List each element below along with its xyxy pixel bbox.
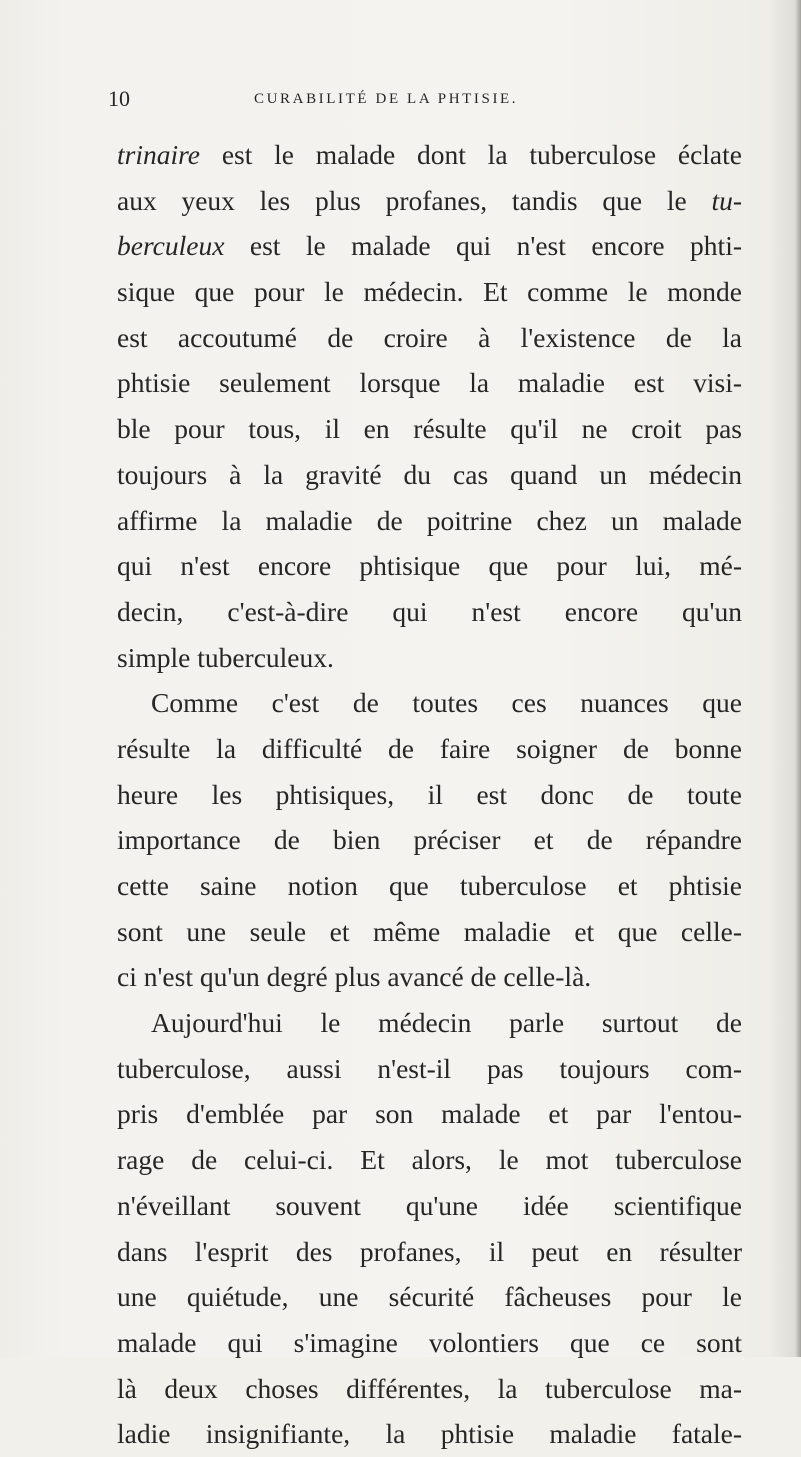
text-line-plain: sique que pour le médecin. Et comme le monde (117, 276, 742, 308)
text-line (117, 223, 742, 269)
text-line-plain: cette saine notion que tuberculose et phtisie (117, 870, 742, 901)
text-line (117, 772, 742, 818)
text-line-plain-after: est le malade dont la tuberculose éclate (200, 139, 742, 170)
text-line-plain: rage de celui-ci. Et alors, le mot tuberculose (117, 1144, 742, 1176)
text-line-plain: une quiétude, une sécurité fâcheuses pour le (117, 1281, 742, 1313)
text-line-plain: résulte la difficulté de faire soigner de bonne (117, 732, 742, 764)
text-line (117, 1183, 742, 1229)
text-line-plain: pris d'emblée par son malade et par l'entou- (117, 1098, 742, 1130)
text-line (117, 178, 742, 224)
text-line (117, 1091, 742, 1137)
text-line-plain: est accoutumé de croire à l'existence de la (117, 321, 742, 353)
text-line (117, 360, 742, 406)
text-line-plain: sont une seule et même maladie et que celle- (117, 915, 742, 947)
text-line-plain: ci n'est qu'un degré plus avancé de celle-là. (117, 961, 592, 993)
text-line-plain: simple tuberculeux. (117, 641, 334, 673)
text-line-plain: heure les phtisiques, il est donc de toute (117, 778, 742, 810)
text-line (117, 315, 742, 361)
page-number: 10 (108, 86, 130, 111)
text-line-plain: là deux choses différentes, la tuberculose ma- (117, 1372, 742, 1404)
text-line-plain: affirme la maladie de poitrine chez un malade (117, 504, 742, 536)
text-line-plain: dans l'esprit des profanes, il peut en résulter (117, 1235, 742, 1267)
text-line (117, 726, 742, 772)
text-line (117, 1411, 742, 1457)
text-line (117, 452, 742, 498)
text-line-plain: importance de bien préciser et de répandre (117, 824, 742, 856)
text-line-plain: ble pour tous, il en résulte qu'il ne croit pas (117, 413, 742, 445)
text-line (117, 1274, 742, 1320)
text-line-italic: trinaire (117, 139, 201, 170)
text-line-italic: berculeux (117, 230, 225, 262)
text-line (117, 909, 742, 955)
text-line (117, 498, 742, 544)
text-line (117, 680, 742, 726)
text-line (117, 1137, 742, 1183)
text-line-plain-after: est le malade qui n'est encore phti- (224, 230, 742, 262)
text-line (117, 406, 742, 452)
text-line-plain: Comme c'est de toutes ces nuances que (151, 687, 742, 719)
text-line-plain: aux yeux les plus profanes, tandis que le (117, 184, 712, 216)
text-line-plain: tuberculose, aussi n'est-il pas toujours com- (117, 1052, 742, 1084)
text-line (117, 863, 742, 909)
text-line-plain: decin, c'est-à-dire qui n'est encore qu'un (117, 595, 742, 627)
text-line (117, 954, 742, 1000)
text-line (117, 817, 742, 863)
text-line-plain: Aujourd'hui le médecin parle surtout de (151, 1007, 742, 1039)
text-line (117, 1046, 742, 1092)
running-title: CURABILITÉ DE LA PHTISIE. (254, 91, 519, 107)
text-line (117, 1320, 742, 1366)
running-header (108, 86, 748, 116)
text-line (117, 543, 742, 589)
text-line (117, 269, 742, 315)
text-line (117, 1000, 742, 1046)
text-line-plain: qui n'est encore phtisique que pour lui, mé- (117, 550, 742, 582)
text-line (117, 1366, 742, 1412)
text-line (117, 1229, 742, 1275)
text-line (117, 589, 742, 635)
text-line-plain: n'éveillant souvent qu'une idée scientifique (117, 1189, 742, 1221)
page-edge-shadow (795, 0, 801, 1357)
text-line-plain: ladie insignifiante, la phtisie maladie fatale- (117, 1418, 742, 1450)
text-line-plain: malade qui s'imagine volontiers que ce sont (117, 1326, 742, 1358)
body-text (117, 132, 742, 1457)
text-line-plain: phtisie seulement lorsque la maladie est visi- (117, 367, 742, 399)
text-line-plain: toujours à la gravité du cas quand un médecin (117, 458, 742, 490)
text-line (117, 132, 742, 178)
text-line-italic: tu- (711, 184, 742, 216)
text-line (117, 635, 742, 681)
